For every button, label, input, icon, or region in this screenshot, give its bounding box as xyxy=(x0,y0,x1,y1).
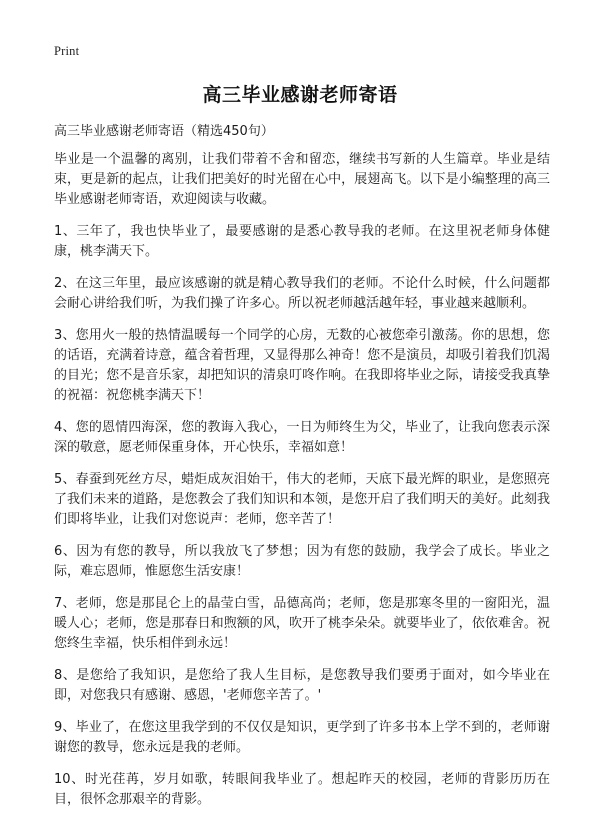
list-item: 6、因为有您的教导，所以我放飞了梦想；因为有您的鼓励，我学会了成长。毕业之际，难忘恩师，惟愿您生活安康！ xyxy=(54,544,550,579)
list-item: 4、您的恩情四海深，您的教诲入我心，一日为师终生为父，毕业了，让我向您表示深深的敬意，愿老师保重身体，开心快乐，幸福如意！ xyxy=(54,420,550,455)
page-title: 高三毕业感谢老师寄语 xyxy=(202,84,398,106)
document-subtitle: 高三毕业感谢老师寄语（精选450句） xyxy=(54,124,274,139)
list-item: 8、是您给了我知识，是您给了我人生目标，是您教导我们要勇于面对，如今毕业在即，对您我只有感谢、感恩，'老师您辛苦了。' xyxy=(54,668,550,703)
intro-paragraph: 毕业是一个温馨的离别，让我们带着不舍和留恋，继续书写新的人生篇章。毕业是结束，更是新的起点，让我们把美好的时光留在心中，展翅高飞。以下是小编整理的高三毕业感谢老师寄语，欢迎阅读与收藏。 xyxy=(54,152,550,207)
list-item: 10、时光荏苒，岁月如歌，转眼间我毕业了。想起昨天的校园，老师的背影历历在目，很怀念那艰辛的背影。 xyxy=(54,772,550,807)
list-item: 3、您用火一般的热情温暖每一个同学的心房，无数的心被您牵引激荡。你的思想，您的话语，充满着诗意，蕴含着哲理，又显得那么神奇！您不是演员，却吸引着我们饥渴的目光；您不是音乐家，却把知识的清泉叮咚作响。在我即将毕业之际，请接受我真挚的祝福：祝您桃李满天下！ xyxy=(54,328,550,403)
list-item: 5、春蚕到死丝方尽，蜡炬成灰泪始干，伟大的老师，天底下最光辉的职业，是您照亮了我们未来的道路，是您教会了我们知识和本领，是您开启了我们明天的美好。此刻我们即将毕业，让我们对您说声：老师，您辛苦了！ xyxy=(54,472,550,527)
print-label: Print xyxy=(54,44,80,58)
list-item: 9、毕业了，在您这里我学到的不仅仅是知识，更学到了许多书本上学不到的，老师谢谢您的教导，您永远是我的老师。 xyxy=(54,720,550,755)
list-item: 2、在这三年里，最应该感谢的就是精心教导我们的老师。不论什么时候，什么问题都会耐心讲给我们听，为我们操了许多心。所以祝老师越活越年轻，事业越来越顺利。 xyxy=(54,276,550,311)
document-body xyxy=(54,150,550,822)
list-item: 7、老师，您是那昆仑上的晶莹白雪，品德高尚；老师，您是那寒冬里的一窗阳光，温暖人心；老师，您是那春日和煦额的风，吹开了桃李朵朵。就要毕业了，依依难舍。祝您终生幸福，快乐相伴到永远！ xyxy=(54,596,550,651)
list-item: 1、三年了，我也快毕业了，最要感谢的是悉心教导我的老师。在这里祝老师身体健康，桃李满天下。 xyxy=(54,224,550,259)
